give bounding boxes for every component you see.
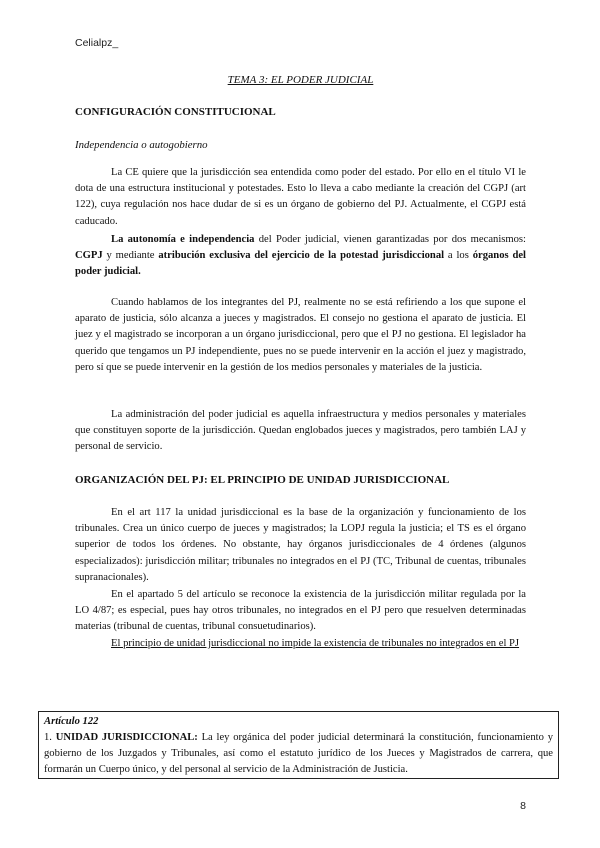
paragraph-text: La CE quiere que la jurisdicción sea entendida como poder del estado. Por ello en el título VI le dota de una estructura institucional y potestades. Esto lo lleva a cabo mediante la creación del CGPJ (art 122), cuya regulación nos hace dudar de si es un órgano de gobierno del PJ. Actualmente, el CGPJ está caducado.	[75, 167, 526, 227]
paragraph-art-117	[75, 505, 526, 586]
paragraph-text: La administración del poder judicial es aquella infraestructura y medios personales y materiales que constituyen soporte de la jurisdicción. Quedan englobados jueces y magistrados, pero también LAJ y personal de servicio.	[75, 409, 526, 453]
section-heading-configuracion: CONFIGURACIÓN CONSTITUCIONAL	[75, 106, 276, 118]
paragraph-text: a los	[444, 250, 473, 262]
paragraph-text: del Poder judicial, vienen garantizadas por dos mecanismos:	[254, 234, 526, 245]
article-body	[44, 730, 553, 778]
subheading-independencia: Independencia o autogobierno	[75, 139, 208, 151]
paragraph-principio-unidad	[75, 636, 526, 652]
paragraph-administracion	[75, 407, 526, 456]
article-text: La ley orgánica del poder judicial determinará la constitución, funcionamiento y gobierno de los Juzgados y Tribunales, así como el estatuto jurídico de los Jueces y Magistrados de carrera, que formarán un Cuerpo único, y del personal al servicio de la Administración de Justicia.	[44, 732, 553, 775]
article-number: 1.	[44, 732, 56, 743]
paragraph-apartado-5	[75, 587, 526, 636]
page-number: 8	[520, 800, 526, 812]
header-author: Celialpz_	[75, 37, 119, 49]
bold-text: UNIDAD JURISDICCIONAL:	[55, 732, 198, 743]
underlined-text: El principio de unidad jurisdiccional no impide la existencia de tribunales no integrados en el PJ	[111, 638, 520, 649]
paragraph-text: y mediante	[102, 250, 159, 262]
paragraph-autonomia	[75, 232, 526, 281]
paragraph-ce-jurisdiccion	[75, 165, 526, 230]
paragraph-text: En el art 117 la unidad jurisdiccional es la base de la organización y funcionamiento de los tribunales. Crea un único cuerpo de jueces y magistrados; la LOPJ regula la justicia; el TS es el órgano superior de todos los órdenes. No obstante, hay órganos jurisdiccionales de 4 órdenes (algunos especializados): jurisdicción militar; tribunales no integrados en el PJ (TC, Tribunal de cuentas, tribunales supranacionales).	[75, 507, 526, 583]
bold-text: CGPJ	[75, 250, 103, 262]
bold-text: atribución exclusiva del ejercicio de la potestad jurisdiccional	[158, 250, 445, 262]
paragraph-integrantes-pj	[75, 295, 526, 376]
section-heading-organizacion: ORGANIZACIÓN DEL PJ: EL PRINCIPIO DE UNIDAD JURISDICCIONAL	[75, 474, 450, 486]
article-122-box	[38, 711, 559, 779]
paragraph-text: En el apartado 5 del artículo se reconoce la existencia de la jurisdicción militar regulada por la LO 4/87; es especial, pues hay otros tribunales, no integrados en el PJ pero que resuelven determinadas materias (tribunal de cuentas, tribunal consuetudinarios).	[75, 589, 526, 633]
paragraph-text: Cuando hablamos de los integrantes del PJ, realmente no se está refiriendo a los que supone el aparato de justicia, sólo alcanza a jueces y magistrados. El consejo no gestiona el aparato de justicia. El juez y el magistrado se incorporan a un órgano jurisdiccional, pero que el PJ no gestiona. El legislador ha querido que tengamos un PJ independiente, pues no se puede intervenir en la acción el juez y magistrado, pero sí que se puede intervenir en la gestión de los medios personales y materiales de la justicia.	[75, 297, 526, 373]
bold-text: órganos del poder judicial.	[75, 250, 526, 278]
bold-text: La autonomía e independencia	[111, 234, 255, 245]
document-title: TEMA 3: EL PODER JUDICIAL	[227, 74, 374, 86]
article-title: Artículo 122	[44, 716, 99, 727]
